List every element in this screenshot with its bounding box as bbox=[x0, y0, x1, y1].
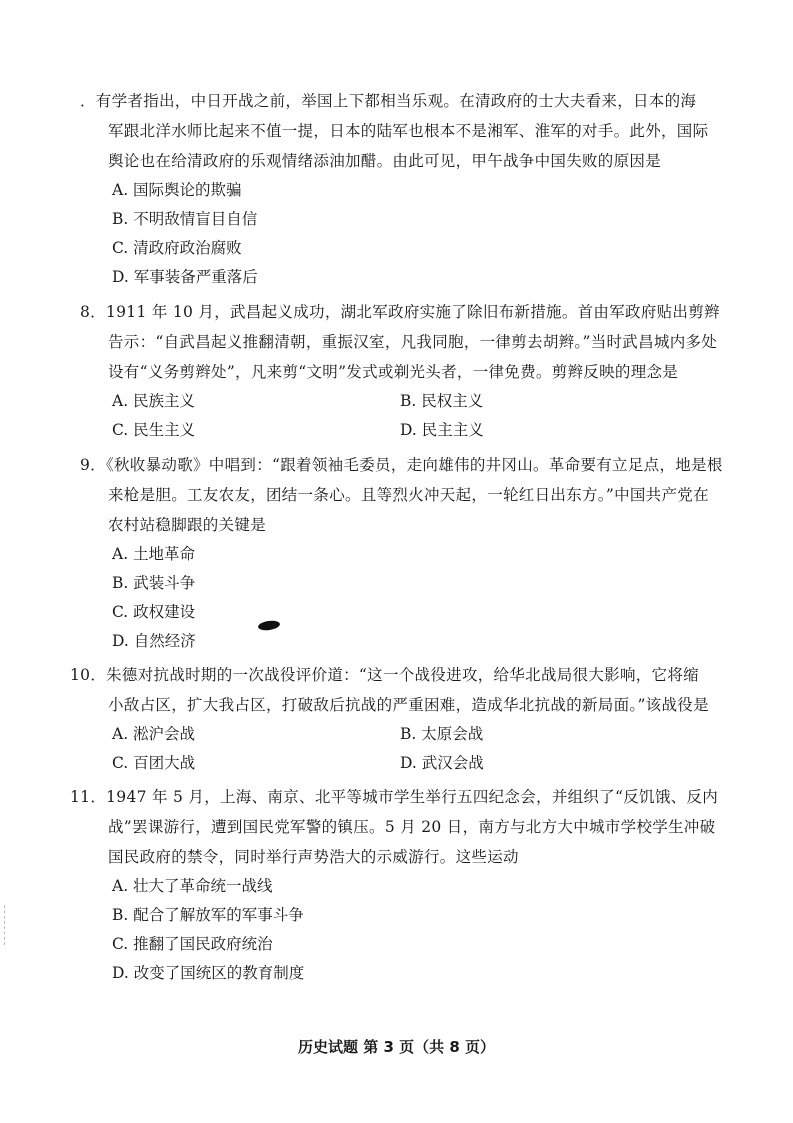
option-a: A. 民族主义 bbox=[112, 392, 196, 410]
question-text-line: 11．1947 年 5 月，上海、南京、北平等城市学生举行五四纪念会，并组织了“反饥饿、反内 bbox=[70, 788, 719, 806]
option-a: A. 壮大了革命统一战线 bbox=[112, 877, 273, 895]
option-c: C. 清政府政治腐败 bbox=[112, 239, 242, 257]
question-text-line: 舆论也在给清政府的乐观情绪添油加醋。由此可见，甲午战争中国失败的原因是 bbox=[108, 152, 662, 170]
option-d: D. 武汉会战 bbox=[400, 754, 484, 772]
question-text-line: 10．朱德对抗战时期的一次战役评价道：“这一个战役进攻，给华北战局很大影响，它将缩 bbox=[70, 666, 699, 684]
option-row bbox=[84, 387, 756, 416]
page-footer: 历史试题 第 3 页（共 8 页） bbox=[298, 1038, 495, 1056]
question-text-line: 农村站稳脚跟的关键是 bbox=[108, 516, 267, 534]
option-c: C. 百团大战 bbox=[112, 754, 196, 772]
option-d: D. 军事装备严重落后 bbox=[112, 268, 258, 286]
option-a: A. 淞沪会战 bbox=[112, 725, 196, 743]
question-text-line: 小敌占区，扩大我占区，打破敌后抗战的严重困难，造成华北抗战的新局面。”该战役是 bbox=[108, 696, 709, 714]
option-a: A. 土地革命 bbox=[112, 545, 196, 563]
option-b: B. 民权主义 bbox=[400, 392, 484, 410]
question-text-line: 8．1911 年 10 月，武昌起义成功，湖北军政府实施了除旧布新措施。首由军政府贴出剪辫 bbox=[80, 303, 720, 321]
question-text-line: 战”罢课游行，遭到国民党军警的镇压。5 月 20 日，南方与北方大中城市学校学生冲破 bbox=[108, 818, 716, 836]
question-text-line: 设有“义务剪辫处”，凡来剪“文明”发式或剃光头者，一律免费。剪辫反映的理念是 bbox=[108, 363, 679, 381]
option-row bbox=[84, 749, 756, 778]
question-text-line: 9．《秋收暴动歌》中唱到：“跟着领袖毛委员，走向雄伟的井冈山。革命要有立足点，地是根 bbox=[80, 456, 723, 474]
option-d: D. 自然经济 bbox=[112, 632, 196, 650]
option-row bbox=[84, 416, 756, 445]
question-text-line: 告示：“自武昌起义推翻清朝，重振汉室，凡我同胞，一律剪去胡辫。”当时武昌城内多处 bbox=[108, 333, 718, 351]
option-c: C. 政权建设 bbox=[112, 603, 196, 621]
question-11 bbox=[70, 782, 756, 988]
option-c: C. 推翻了国民政府统治 bbox=[112, 935, 273, 953]
option-row bbox=[84, 720, 756, 749]
margin-dashes bbox=[4, 905, 7, 945]
question-text-line: 来枪是胆。工友农友，团结一条心。且等烈火冲天起，一轮红日出东方。”中国共产党在 bbox=[108, 486, 709, 504]
option-d: D. 民主主义 bbox=[400, 421, 484, 439]
question-10 bbox=[70, 660, 756, 778]
option-c: C. 民生主义 bbox=[112, 421, 196, 439]
option-b: B. 配合了解放军的军事斗争 bbox=[112, 906, 304, 924]
option-b: B. 不明敌情盲目自信 bbox=[112, 210, 258, 228]
question-9 bbox=[80, 450, 756, 656]
question-7 bbox=[80, 86, 756, 292]
question-text-line: 军跟北洋水师比起来不值一提，日本的陆军也根本不是湘军、淮军的对手。此外，国际 bbox=[108, 122, 709, 140]
option-b: B. 武装斗争 bbox=[112, 574, 196, 592]
question-text-line: 国民政府的禁令，同时举行声势浩大的示威游行。这些运动 bbox=[108, 848, 519, 866]
option-b: B. 太原会战 bbox=[400, 725, 484, 743]
option-a: A. 国际舆论的欺骗 bbox=[112, 181, 242, 199]
question-8 bbox=[80, 297, 756, 445]
option-d: D. 改变了国统区的教育制度 bbox=[112, 964, 305, 982]
question-text-line: ．有学者指出，中日开战之前，举国上下都相当乐观。在清政府的士大夫看来，日本的海 bbox=[80, 92, 697, 110]
